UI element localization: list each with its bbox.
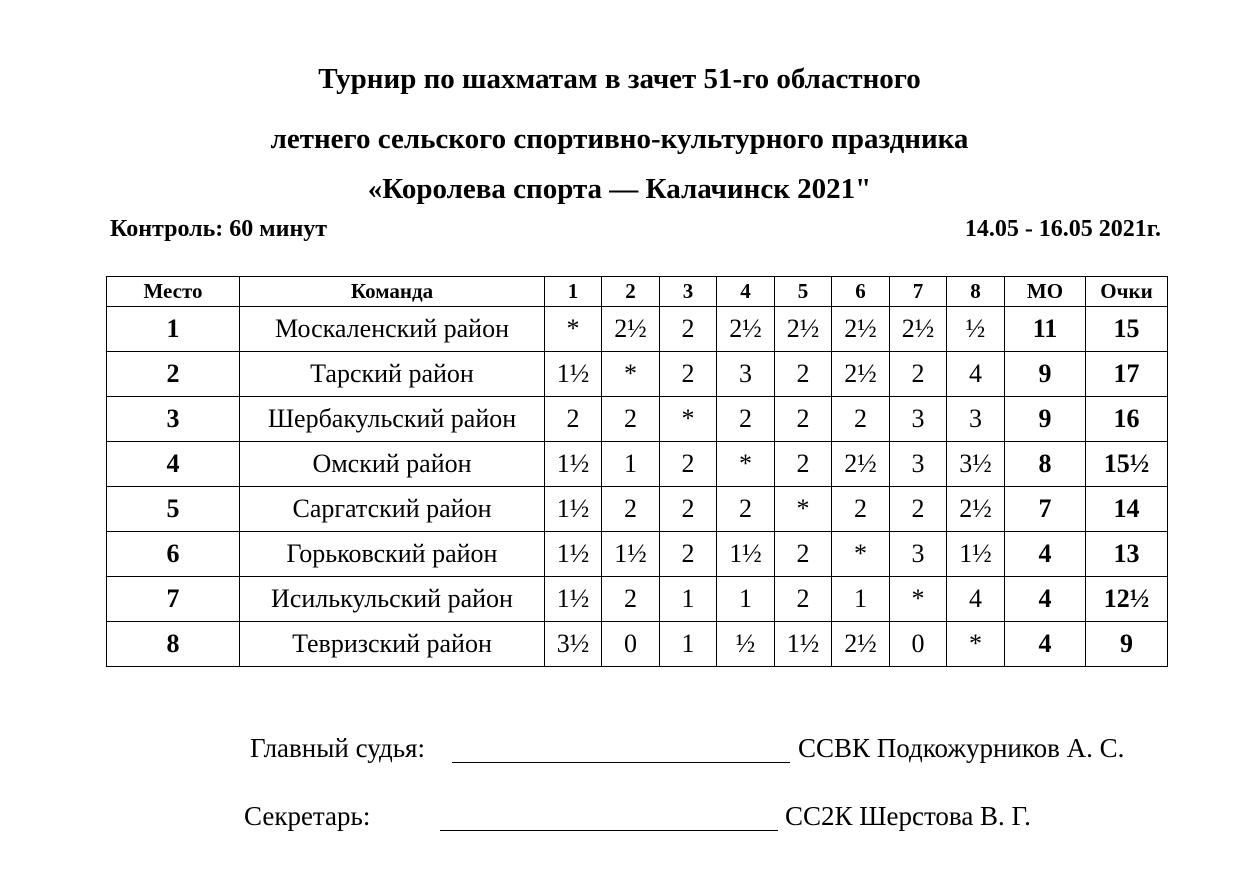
score-cell-vs-8: 2½ (947, 487, 1005, 532)
place-cell: 3 (107, 397, 240, 442)
score-cell-vs-4: 3 (717, 352, 775, 397)
title-line-2: летнего сельского спортивно-культурного праздника (270, 123, 969, 155)
table-header-row (107, 277, 1168, 307)
score-cell-vs-3: 2 (660, 307, 717, 352)
score-cell-vs-8: 1½ (947, 532, 1005, 577)
time-control: Контроль: 60 минут (110, 216, 328, 242)
score-cell-vs-7: 2 (890, 352, 947, 397)
score-cell-vs-6: 2½ (832, 622, 890, 667)
points-cell: 15½ (1086, 442, 1168, 487)
header-mo: МО (1005, 277, 1086, 307)
header-opponent-3: 3 (660, 277, 717, 307)
table-row (107, 352, 1168, 397)
judge-label: Главный судья: (250, 733, 425, 763)
score-cell-vs-6: 2½ (832, 352, 890, 397)
place-cell: 8 (107, 622, 240, 667)
score-cell-vs-7: 2½ (890, 307, 947, 352)
points-cell: 12½ (1086, 577, 1168, 622)
table-row (107, 622, 1168, 667)
score-cell-vs-8: 3½ (947, 442, 1005, 487)
score-cell-vs-2: 1 (602, 442, 660, 487)
judge-signature-line (452, 762, 790, 763)
tournament-dates: 14.05 - 16.05 2021г. (964, 216, 1161, 242)
score-cell-vs-3: 2 (660, 532, 717, 577)
team-name-cell: Исилькульский район (240, 577, 545, 622)
score-cell-vs-7: * (890, 577, 947, 622)
header-opponent-1: 1 (545, 277, 602, 307)
table-row (107, 442, 1168, 487)
score-cell-vs-7: 2 (890, 487, 947, 532)
score-cell-vs-1: 3½ (545, 622, 602, 667)
score-cell-vs-2: 2 (602, 487, 660, 532)
score-cell-vs-3: 1 (660, 622, 717, 667)
score-cell-vs-4: 1 (717, 577, 775, 622)
score-cell-vs-7: 3 (890, 442, 947, 487)
score-cell-vs-4: 2 (717, 487, 775, 532)
score-cell-vs-2: 2 (602, 397, 660, 442)
score-cell-vs-5: 2 (775, 442, 832, 487)
score-cell-vs-5: 2 (775, 352, 832, 397)
results-table (106, 276, 1168, 667)
score-cell-vs-2: * (602, 352, 660, 397)
table-row (107, 487, 1168, 532)
mo-cell: 7 (1005, 487, 1086, 532)
score-cell-vs-2: 1½ (602, 532, 660, 577)
score-cell-vs-1: 1½ (545, 532, 602, 577)
place-cell: 2 (107, 352, 240, 397)
score-cell-vs-8: 4 (947, 577, 1005, 622)
mo-cell: 4 (1005, 577, 1086, 622)
score-cell-vs-2: 2½ (602, 307, 660, 352)
score-cell-vs-3: 2 (660, 487, 717, 532)
place-cell: 5 (107, 487, 240, 532)
table-row (107, 532, 1168, 577)
points-cell: 17 (1086, 352, 1168, 397)
score-cell-vs-7: 3 (890, 532, 947, 577)
score-cell-vs-3: 2 (660, 442, 717, 487)
score-cell-vs-8: 4 (947, 352, 1005, 397)
score-cell-vs-3: 1 (660, 577, 717, 622)
mo-cell: 9 (1005, 397, 1086, 442)
header-opponent-7: 7 (890, 277, 947, 307)
score-cell-vs-6: 2 (832, 487, 890, 532)
team-name-cell: Горьковский район (240, 532, 545, 577)
score-cell-vs-4: 1½ (717, 532, 775, 577)
mo-cell: 4 (1005, 532, 1086, 577)
score-cell-vs-7: 0 (890, 622, 947, 667)
score-cell-vs-1: 1½ (545, 352, 602, 397)
score-cell-vs-8: ½ (947, 307, 1005, 352)
header-place: Место (107, 277, 240, 307)
table-row (107, 577, 1168, 622)
points-cell: 14 (1086, 487, 1168, 532)
score-cell-vs-5: 2 (775, 532, 832, 577)
score-cell-vs-6: 2½ (832, 442, 890, 487)
table-row (107, 397, 1168, 442)
header-opponent-5: 5 (775, 277, 832, 307)
score-cell-vs-1: * (545, 307, 602, 352)
score-cell-vs-2: 2 (602, 577, 660, 622)
points-cell: 9 (1086, 622, 1168, 667)
score-cell-vs-6: 1 (832, 577, 890, 622)
mo-cell: 4 (1005, 622, 1086, 667)
header-opponent-2: 2 (602, 277, 660, 307)
place-cell: 4 (107, 442, 240, 487)
team-name-cell: Омский район (240, 442, 545, 487)
score-cell-vs-7: 3 (890, 397, 947, 442)
score-cell-vs-1: 1½ (545, 577, 602, 622)
score-cell-vs-5: * (775, 487, 832, 532)
header-opponent-8: 8 (947, 277, 1005, 307)
place-cell: 7 (107, 577, 240, 622)
score-cell-vs-4: 2½ (717, 307, 775, 352)
team-name-cell: Саргатский район (240, 487, 545, 532)
title-line-1: Турнир по шахматам в зачет 51-го областного (318, 63, 921, 95)
points-cell: 13 (1086, 532, 1168, 577)
secretary-label: Секретарь: (244, 801, 371, 831)
header-points: Очки (1086, 277, 1168, 307)
team-name-cell: Тарский район (240, 352, 545, 397)
mo-cell: 11 (1005, 307, 1086, 352)
score-cell-vs-5: 1½ (775, 622, 832, 667)
secretary-signature-line (440, 830, 778, 831)
team-name-cell: Шербакульский район (240, 397, 545, 442)
score-cell-vs-6: 2½ (832, 307, 890, 352)
header-team: Команда (240, 277, 545, 307)
place-cell: 1 (107, 307, 240, 352)
score-cell-vs-3: * (660, 397, 717, 442)
secretary-name: СС2К Шерстова В. Г. (785, 801, 1031, 831)
header-opponent-6: 6 (832, 277, 890, 307)
judge-name: ССВК Подкожурников А. С. (798, 733, 1125, 763)
score-cell-vs-2: 0 (602, 622, 660, 667)
score-cell-vs-6: 2 (832, 397, 890, 442)
points-cell: 15 (1086, 307, 1168, 352)
mo-cell: 8 (1005, 442, 1086, 487)
score-cell-vs-4: ½ (717, 622, 775, 667)
score-cell-vs-1: 1½ (545, 442, 602, 487)
score-cell-vs-5: 2½ (775, 307, 832, 352)
score-cell-vs-4: 2 (717, 397, 775, 442)
table-row (107, 307, 1168, 352)
points-cell: 16 (1086, 397, 1168, 442)
mo-cell: 9 (1005, 352, 1086, 397)
title-line-3: «Королева спорта — Калачинск 2021" (367, 173, 872, 205)
score-cell-vs-5: 2 (775, 577, 832, 622)
score-cell-vs-8: * (947, 622, 1005, 667)
score-cell-vs-6: * (832, 532, 890, 577)
score-cell-vs-8: 3 (947, 397, 1005, 442)
place-cell: 6 (107, 532, 240, 577)
score-cell-vs-4: * (717, 442, 775, 487)
score-cell-vs-3: 2 (660, 352, 717, 397)
score-cell-vs-1: 2 (545, 397, 602, 442)
score-cell-vs-5: 2 (775, 397, 832, 442)
score-cell-vs-1: 1½ (545, 487, 602, 532)
header-opponent-4: 4 (717, 277, 775, 307)
team-name-cell: Москаленский район (240, 307, 545, 352)
team-name-cell: Тевризский район (240, 622, 545, 667)
